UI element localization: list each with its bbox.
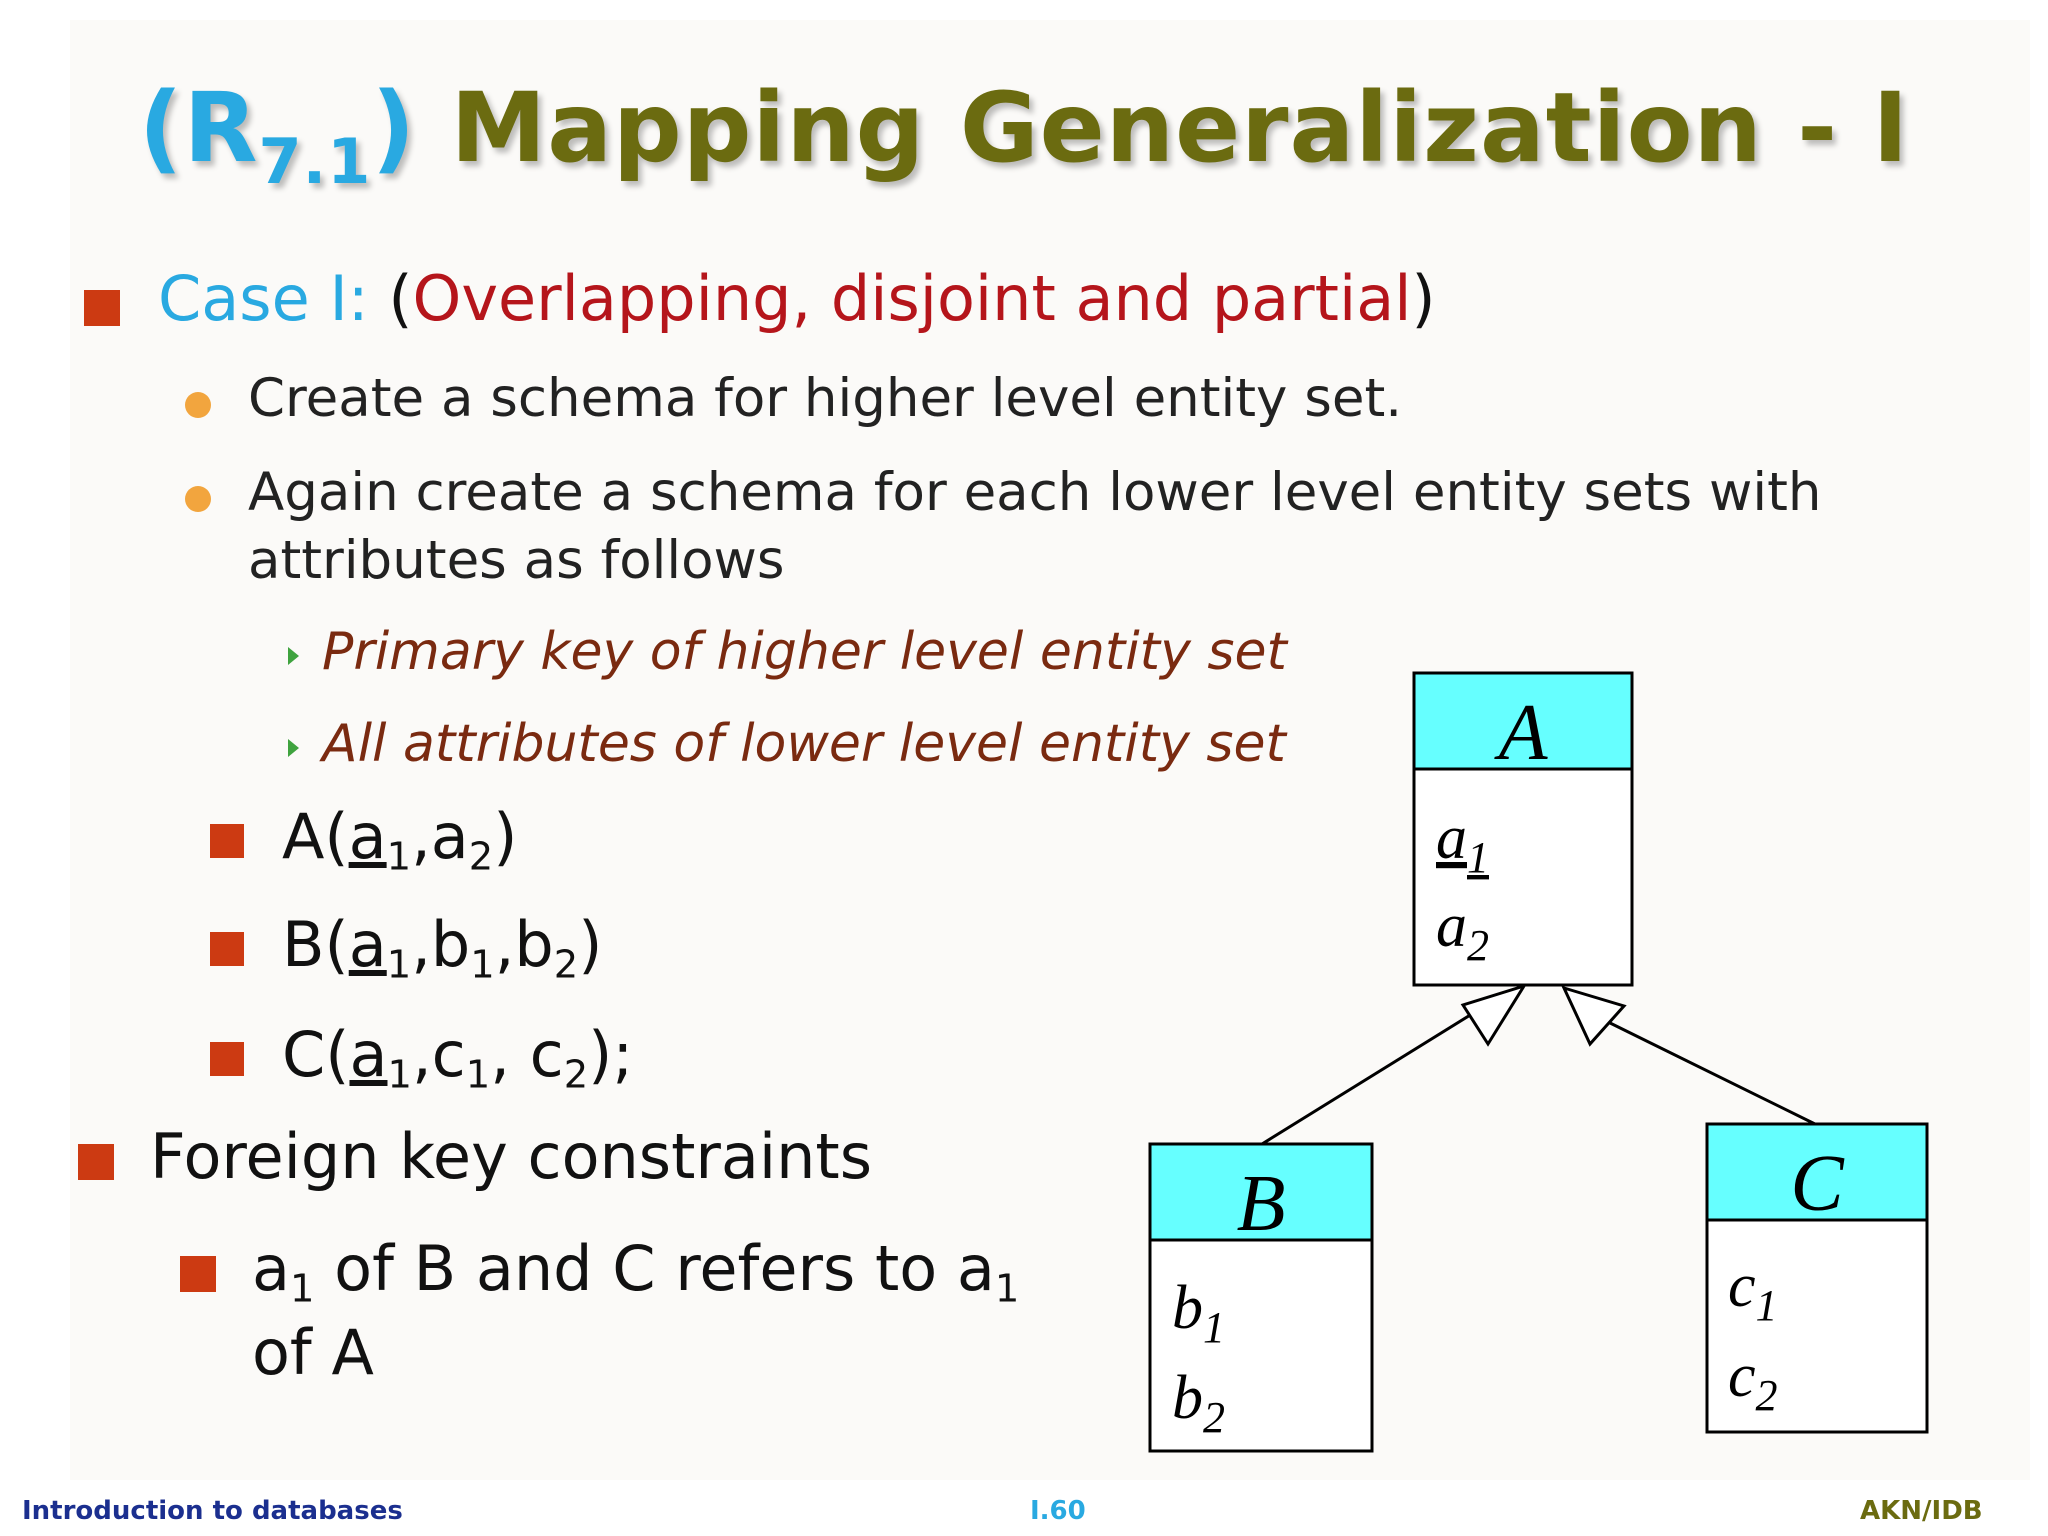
step-create-higher: Create a schema for higher level entity set.: [248, 368, 1403, 429]
case-qualifier: Overlapping, disjoint and partial: [412, 262, 1412, 335]
case-label: Case I:: [158, 262, 369, 335]
entity-b-name: B: [1236, 1160, 1286, 1248]
entity-a-attr-1: $a_1$: [1436, 804, 1489, 882]
generalization-arrowhead: [1463, 986, 1524, 1044]
entity-b: [1150, 1144, 1372, 1451]
entity-a-attr-2: $a_2$: [1436, 892, 1489, 970]
footer-author: AKN/IDB: [1860, 1496, 1983, 1526]
entity-c: [1707, 1124, 1927, 1432]
relation-c: $C(a_1,c_1$, $c_2$);: [282, 1018, 634, 1098]
title-text: Mapping Generalization - I: [450, 72, 1910, 184]
step-create-lower: Again create a schema for each lower level entity sets with: [248, 462, 1822, 523]
foreign-key-heading: Foreign key constraints: [150, 1120, 873, 1193]
step-create-lower-continued: attributes as follows: [248, 530, 785, 591]
connector-b-to-a: [1262, 1004, 1488, 1144]
rule-lower-attributes: All attributes of lower level entity set: [322, 714, 1286, 774]
foreign-key-rule: $a_1$ of B and C refers to $a_1$: [252, 1232, 1020, 1312]
foreign-key-rule-continued: of A: [252, 1316, 374, 1389]
rule-primary-key: Primary key of higher level entity set: [322, 622, 1287, 682]
entity-a-name: A: [1498, 689, 1548, 777]
entity-c-attr-2: $c_2$: [1728, 1342, 1778, 1420]
relation-a: $A(a_1,a_2)$: [282, 800, 518, 880]
generalization-arrowhead: [1564, 988, 1624, 1044]
entity-b-attr-2: $b_2$: [1172, 1364, 1225, 1442]
connector-c-to-a: [1604, 1020, 1815, 1124]
entity-b-attr-1: $b_1$: [1172, 1274, 1225, 1352]
entity-c-attr-1: $c_1$: [1728, 1252, 1778, 1330]
title-rule-number: $(R_{7.1})$: [138, 72, 417, 198]
relation-b: $B(a_1,b_1,b_2)$: [282, 908, 603, 988]
footer-course-title: Introduction to databases: [22, 1496, 403, 1526]
entity-a: [1414, 673, 1632, 985]
footer-slide-number: I.60: [1030, 1496, 1086, 1526]
entity-c-name: C: [1790, 1140, 1844, 1228]
case-heading: Case I: (Overlapping, disjoint and partial): [158, 262, 1436, 335]
